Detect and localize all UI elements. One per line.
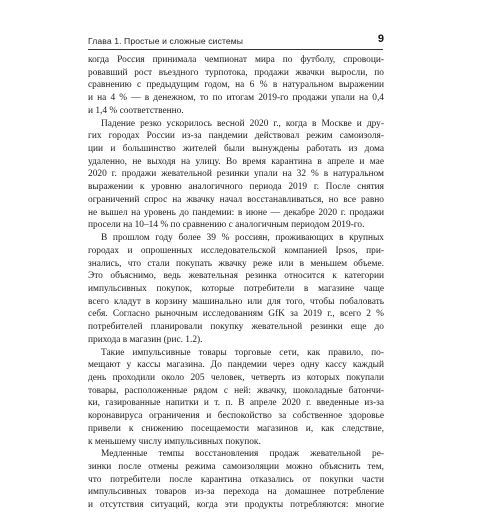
text-line: к меньшему числу импульсивных покупок.: [88, 436, 261, 447]
paragraph: [88, 54, 384, 118]
text-line: что потребители после карантина отказались от покупки части: [88, 474, 384, 485]
text-line: удаленно, не выходя на улицу. Во время карантина в апреле и мае: [88, 156, 384, 167]
text-line: знались, что стали покупать жвачку реже или в меньшем объеме.: [88, 258, 384, 269]
text-line: и 1,4 % соответственно.: [88, 105, 184, 116]
text-line: коронавируса ограничения и беспокойство за собственное здоровье: [88, 411, 384, 422]
text-line: мещают у кассы магазина. До пандемии через одну кассу каждый: [88, 360, 384, 371]
body-text: [88, 54, 384, 512]
paragraph: [88, 232, 384, 346]
text-line: 2020 г. продажи жевательной резинки упали на 32 % в натуральном: [88, 169, 384, 180]
text-line: Падение резко ускорилось весной 2020 г., когда в Москве и дру-: [101, 118, 384, 129]
text-line: ровавший рост въездного турпотока, продажи жвачки выросли, по: [88, 67, 384, 78]
text-line: и на 4 % — в денежном, то по итогам 2019-го продажи упали на 0,4: [88, 93, 384, 104]
text-line: ки, газированные напитки и т. п. В апреле 2020 г. введенные из-за: [88, 398, 384, 409]
running-header: Глава 1. Простые и сложные системы: [88, 36, 244, 46]
text-line: товары, расположенные рядом с ней: жвачку, шоколадные батончи-: [88, 385, 384, 396]
text-line: импульсивных покупок, которые потребители в магазине чаще: [88, 283, 384, 294]
paragraph: [88, 347, 384, 449]
text-line: зинки после отмены режима самоизоляции можно объяснить тем,: [88, 462, 384, 472]
paragraph: [88, 118, 384, 232]
text-line: Это объяснимо, ведь жевательная резинка относится к категории: [88, 271, 384, 282]
paragraph: [88, 448, 384, 512]
text-line: всего кладут в корзину машинально или для того, чтобы побаловать: [88, 296, 384, 307]
text-line: просели на 10–14 % по сравнению с аналогичным периодом 2019-го.: [88, 220, 365, 231]
text-line: прихода в магазин (рис. 1.2).: [88, 334, 203, 345]
text-line: городах и опрошенных исследовательской компанией Ipsos, при-: [88, 245, 384, 256]
page-number: 9: [377, 33, 384, 45]
text-line: Медленные темпы восстановления продаж жевательной ре-: [101, 449, 384, 460]
text-line: гих городах России из-за пандемии действовал режим самоизоля-: [88, 131, 384, 142]
text-line: себя. Согласно рыночным исследованиям GfK за 2019 г., всего 2 %: [88, 309, 384, 320]
text-line: Такие импульсивные товары торговые сети, как правило, по-: [101, 347, 384, 358]
text-line: выражении к уровню аналогичного периода 2019 г. После снятия: [88, 182, 384, 193]
text-line: потребителей планировали покупку жевательной резинки еще до: [88, 322, 384, 333]
text-line: день проходили около 205 человек, четверть из которых покупали: [88, 372, 384, 383]
header-rule: [88, 49, 383, 50]
text-line: В прошлом году более 39 % россиян, проживающих в крупных: [101, 233, 384, 244]
text-line: ограничений спрос на жвачку начал восстанавливаться, но все равно: [88, 194, 384, 205]
text-line: не вышел на уровень до пандемии: в июне — декабре 2020 г. продажи: [88, 207, 384, 218]
text-line: и отсутствия ситуаций, когда эти продукты потребляются: многие: [88, 500, 384, 511]
text-line: когда Россия принимала чемпионат мира по футболу, спровоци-: [88, 55, 384, 65]
text-line: импульсивных товаров из-за перехода на домашнее потребление: [88, 487, 384, 498]
text-line: сравнению с предыдущим годом, на 6 % в натуральном выражении: [88, 80, 384, 91]
text-line: привели к снижению посещаемости магазинов и, как следствие,: [88, 423, 384, 434]
text-line: ции и большинство жителей были вынуждены работать из дома: [88, 144, 384, 155]
